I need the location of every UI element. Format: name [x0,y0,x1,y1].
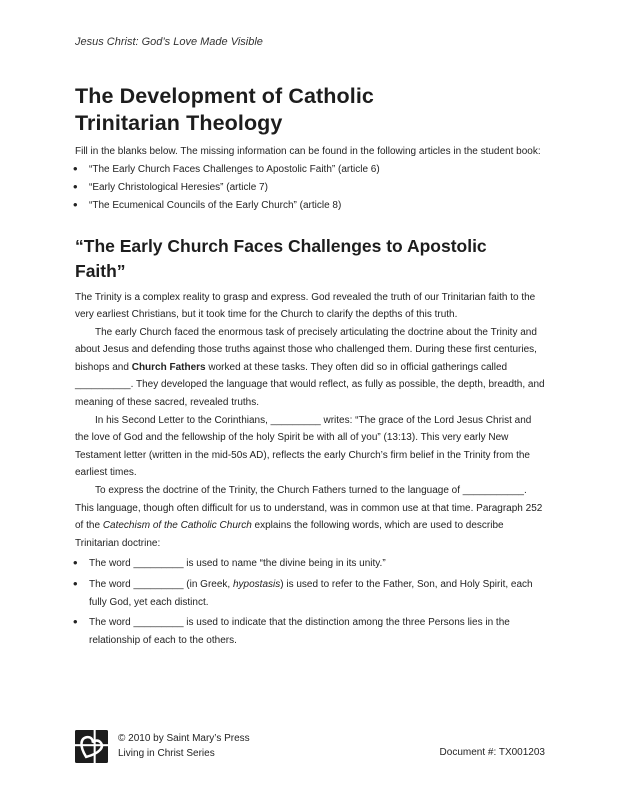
bold-term: Church Fathers [131,361,206,373]
term-item [89,555,547,573]
section-heading-line-2: Faith” [75,260,126,281]
paragraph-text: explains the following words, which are used to describe Trinitarian doctrine: [75,520,504,549]
instructions-text: Fill in the blanks below. The missing information can be found in the following articles in the student book: [75,146,541,157]
page-footer [75,728,545,763]
term-item [89,576,547,611]
paragraph-text: The early Church faced the enormous task of precisely articulating the doctrine about the Trinity and about Jesus and defending those truths against those who challenged them. During these first centuries, bishops and [75,326,537,373]
paragraph-text: worked at these tasks. They often did so in official gatherings called __________. They developed the language that would reflect, as fully as possible, the depth, breadth, and meaning of these sacred, revealed truths. [75,361,545,409]
term-greek-word: hypostasis [232,579,281,590]
saint-marys-press-logo-icon [75,730,108,763]
series-line: Living in Christ Series [118,747,215,759]
paragraph: The Trinity is a complex reality to grasp and express. God revealed the truth of our Trinitarian faith to the very earliest Christians, but it took time for the Church to clarify the depths of this truth. [75,291,536,321]
page-title-line-1: The Development of Catholic [75,84,374,108]
source-article-item: • “The Early Church Faces Challenges to Apostolic Faith” (article 6) [89,161,547,179]
copyright-line: © 2010 by Saint Mary’s Press [118,733,250,744]
term-item [89,614,547,649]
page-content [75,36,547,649]
footer-credits [118,728,250,761]
italic-book-title: Catechism of the Catholic Church [102,520,252,532]
source-article-item: • “Early Christological Heresies” (article 7) [89,179,547,197]
section-body [75,289,547,553]
term-text: ) is used to refer to the Father, Son, and Holy Spirit, each fully God, yet each distinct. [89,579,533,608]
page-title-line-2: Trinitarian Theology [75,111,283,135]
document-number: Document #: TX001203 [439,747,545,758]
paragraph-with-blank [75,324,547,412]
section-heading [75,234,547,284]
term-text: The word _________ (in Greek, [89,579,233,590]
term-text: The word _________ is used to name “the divine being in its unity.” [89,558,386,570]
term-text: The word _________ is used to indicate that the distinction among the three Persons lies in the relationship of each to the others. [89,617,510,646]
source-article-list [75,161,547,215]
running-head: Jesus Christ: God’s Love Made Visible [75,36,263,48]
source-article-item: • “The Ecumenical Councils of the Early Church” (article 8) [89,197,547,215]
page-title [75,83,547,137]
section-heading-line-1: “The Early Church Faces Challenges to Apostolic [75,235,487,256]
paragraph-text: To express the doctrine of the Trinity, the Church Fathers turned to the language of ___________. This language, though often difficult for us to understand, was in common use at that time. Paragraph 252 of the [75,485,543,532]
paragraph-with-blank: In his Second Letter to the Corinthians, _________ writes: “The grace of the Lord Jesus Christ and the love of God and the fellowship of the holy Spirit be with all of you” (13:13). This very early New Testament letter (written in the mid-50s AD), reflects the early Church’s firm belief in the Trinity from the earliest times. [75,414,532,479]
term-definition-list [75,555,547,649]
paragraph-with-blank [75,482,547,552]
